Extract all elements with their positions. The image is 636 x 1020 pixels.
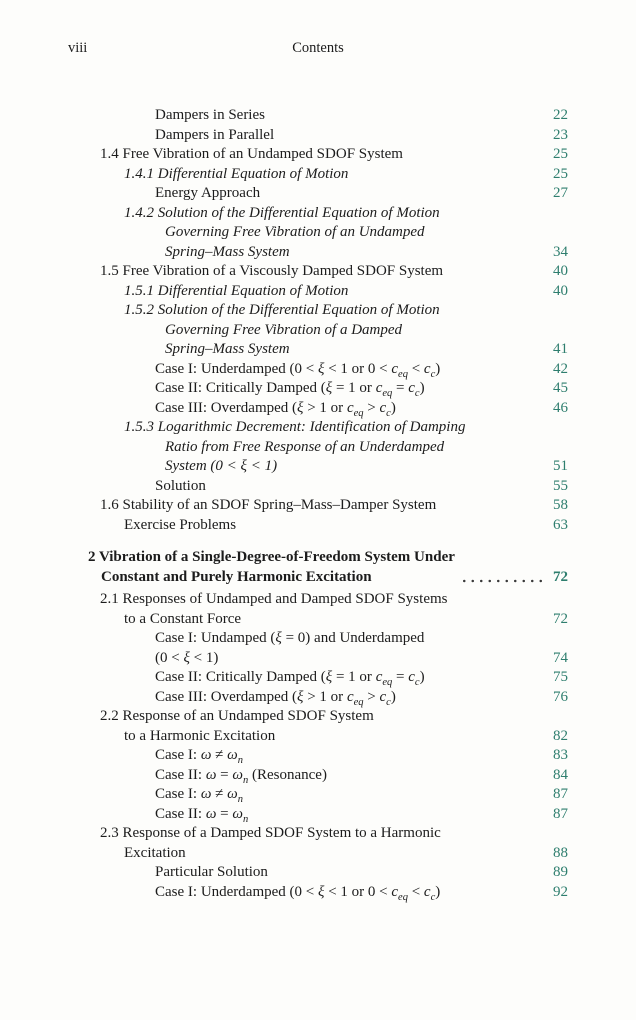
toc-entry-title: Case II: Critically Damped (ξ = 1 or $c_{eq} = c_c$) xyxy=(155,380,425,399)
toc-entry-page-number: 82 xyxy=(553,727,568,744)
toc-entry xyxy=(155,629,568,668)
toc-entry-page-number: 87 xyxy=(553,805,568,822)
toc-entry-page-number: 40 xyxy=(553,263,568,279)
leader-space xyxy=(443,281,546,282)
toc-entry-title: Case I: Underdamped (0 < ξ < 1 or $0 < c_{eq} < c_c$) xyxy=(155,360,441,380)
toc-entry xyxy=(124,282,568,302)
toc-entry-title: Particular Solution xyxy=(155,864,268,880)
toc-entry-title: Case I: Underdamped (0 < ξ < 1 or $0 < c_{eq} < c_c$) xyxy=(155,883,441,903)
toc-entry-title: 1.5.1 Differential Equation of Motion xyxy=(124,282,349,299)
toc-entry-page-number: 22 xyxy=(553,107,568,123)
toc-entry-title: Case III: Overdamped (ξ > 1 or $c_{eq} > c_c$) xyxy=(155,688,396,708)
toc-entry xyxy=(155,785,568,805)
toc-entry-title: Energy Approach xyxy=(155,185,261,201)
toc-entry xyxy=(100,262,568,282)
toc-entry-title: Case III: Overdamped (ξ > 1 or $c_{eq} > c_c$) xyxy=(155,399,396,419)
toc-entry xyxy=(100,707,568,746)
toc-entry-page-number: 55 xyxy=(553,477,568,494)
page-header xyxy=(68,40,568,60)
toc-entry-page-number: 83 xyxy=(553,747,568,763)
toc-entry xyxy=(124,516,568,536)
toc-entry xyxy=(155,805,568,825)
toc-entry-page-number: 40 xyxy=(553,282,568,299)
toc-entry xyxy=(155,106,568,126)
leader-space xyxy=(327,784,546,785)
toc-entry xyxy=(124,165,568,185)
toc-entry-page-number: 51 xyxy=(553,458,568,474)
leader-space xyxy=(440,359,546,360)
toc-entry xyxy=(100,824,568,863)
toc-entry-page-number: 34 xyxy=(553,243,568,260)
leader-space xyxy=(436,515,546,516)
toc-entry xyxy=(155,184,568,204)
toc-entry-title: Case I: $\omega \ne \omega_n$ xyxy=(155,747,243,766)
leader-space xyxy=(236,534,546,535)
toc-entry-page-number: 25 xyxy=(553,165,568,182)
running-title: Contents xyxy=(292,40,344,56)
leader-space xyxy=(425,687,546,688)
toc-entry xyxy=(88,548,568,587)
toc-entry xyxy=(100,145,568,165)
leader-space xyxy=(348,183,546,184)
toc-entry-page-number: 75 xyxy=(553,669,568,685)
toc-entry xyxy=(100,496,568,516)
toc-entry xyxy=(100,590,568,629)
toc-entry-title: 1.4 Free Vibration of an Undamped SDOF System xyxy=(100,146,403,162)
toc-entry-page-number: 25 xyxy=(553,146,568,162)
toc-entry-page-number: 23 xyxy=(553,126,568,143)
toc-entry-title: Case II: Critically Damped (ξ = 1 or $c_{eq} = c_c$) xyxy=(155,669,425,688)
toc-entry-title: 1.4.1 Differential Equation of Motion xyxy=(124,165,349,182)
toc-entry-page-number: 42 xyxy=(553,360,568,377)
dot-leader xyxy=(460,579,543,583)
toc-entry-title: Case II: $\omega = \omega_n$ (Resonance) xyxy=(155,766,327,786)
toc-entry-page-number: 88 xyxy=(553,844,568,861)
toc-entry xyxy=(155,668,568,688)
toc-entry-title: Dampers in Parallel xyxy=(155,126,275,143)
toc-entry-title: Solution xyxy=(155,477,206,494)
leader-space xyxy=(447,628,546,629)
toc-list xyxy=(68,106,568,902)
toc-entry-page-number: 84 xyxy=(553,766,568,783)
toc-entry xyxy=(155,883,568,903)
leader-space xyxy=(374,745,546,746)
leader-space xyxy=(265,125,546,126)
toc-entry-page-number: 72 xyxy=(553,568,568,585)
leader-space xyxy=(440,378,546,379)
leader-space xyxy=(396,706,546,707)
toc-entry-title: 1.5 Free Vibration of a Viscously Damped SDOF System xyxy=(100,263,444,279)
folio-page-number: viii xyxy=(68,40,88,56)
toc-entry xyxy=(124,418,568,477)
toc-entry-page-number: 27 xyxy=(553,185,568,201)
toc-entry xyxy=(155,379,568,399)
toc-entry-title: 1.5.2 Solution of the Differential Equation of Motion Governing Free Vibration of a Damped Spring–Mass System xyxy=(124,302,440,357)
toc-entry xyxy=(155,746,568,766)
toc-entry-page-number: 45 xyxy=(553,380,568,396)
toc-entry-page-number: 74 xyxy=(553,649,568,666)
toc-entry-title: 2.1 Responses of Undamped and Damped SDOF Systems to a Constant Force xyxy=(100,591,448,627)
toc-entry-title: 2.3 Response of a Damped SDOF System to a Harmonic Excitation xyxy=(100,825,441,861)
leader-space xyxy=(425,398,546,399)
toc-entry-title: 1.5.3 Logarithmic Decrement: Identification of Damping Ratio from Free Response of an Underdamped System (0 < ξ < 1) xyxy=(124,419,466,474)
toc-entry-page-number: 58 xyxy=(553,497,568,513)
toc-entry-title: Case II: $\omega = \omega_n$ xyxy=(155,805,249,825)
toc-entry-title: Case I: $\omega \ne \omega_n$ xyxy=(155,786,243,805)
toc-entry-title: 1.4.2 Solution of the Differential Equation of Motion Governing Free Vibration of an Undamped Spring–Mass System xyxy=(124,204,440,260)
leader-space xyxy=(441,862,546,863)
toc-entry-page-number: 76 xyxy=(553,688,568,705)
toc-entry xyxy=(155,399,568,419)
toc-entry xyxy=(155,688,568,708)
toc-entry-title: 2 Vibration of a Single-Degree-of-Freedom System Under Constant and Purely Harmonic Excitation xyxy=(88,549,455,585)
leader-space xyxy=(403,164,546,165)
leader-space xyxy=(440,901,546,902)
toc-entry-title: Exercise Problems xyxy=(124,516,237,533)
toc-entry xyxy=(155,863,568,883)
toc-entry-page-number: 46 xyxy=(553,399,568,416)
leader-space xyxy=(243,804,546,805)
toc-entry xyxy=(155,360,568,380)
toc-entry xyxy=(155,766,568,786)
toc-entry xyxy=(155,126,568,146)
toc-entry-title: 2.2 Response of an Undamped SDOF System to a Harmonic Excitation xyxy=(100,708,374,744)
toc-entry-page-number: 87 xyxy=(553,786,568,802)
toc-entry xyxy=(124,204,568,263)
toc-entry-title: 1.6 Stability of an SDOF Spring–Mass–Damper System xyxy=(100,497,437,513)
leader-space xyxy=(440,261,546,262)
toc-entry-page-number: 41 xyxy=(553,341,568,357)
toc-entry-title: Case I: Undamped (ξ = 0) and Underdamped (0 < ξ < 1) xyxy=(155,630,425,666)
toc-entry-page-number: 63 xyxy=(553,516,568,533)
toc-entry-page-number: 72 xyxy=(553,610,568,627)
toc-entry-title: Dampers in Series xyxy=(155,107,265,123)
leader-space xyxy=(424,667,546,668)
toc-entry-page-number: 89 xyxy=(553,864,568,880)
toc-entry xyxy=(124,301,568,360)
toc-entry xyxy=(155,477,568,497)
leader-space xyxy=(465,476,546,477)
toc-entry-page-number: 92 xyxy=(553,883,568,900)
